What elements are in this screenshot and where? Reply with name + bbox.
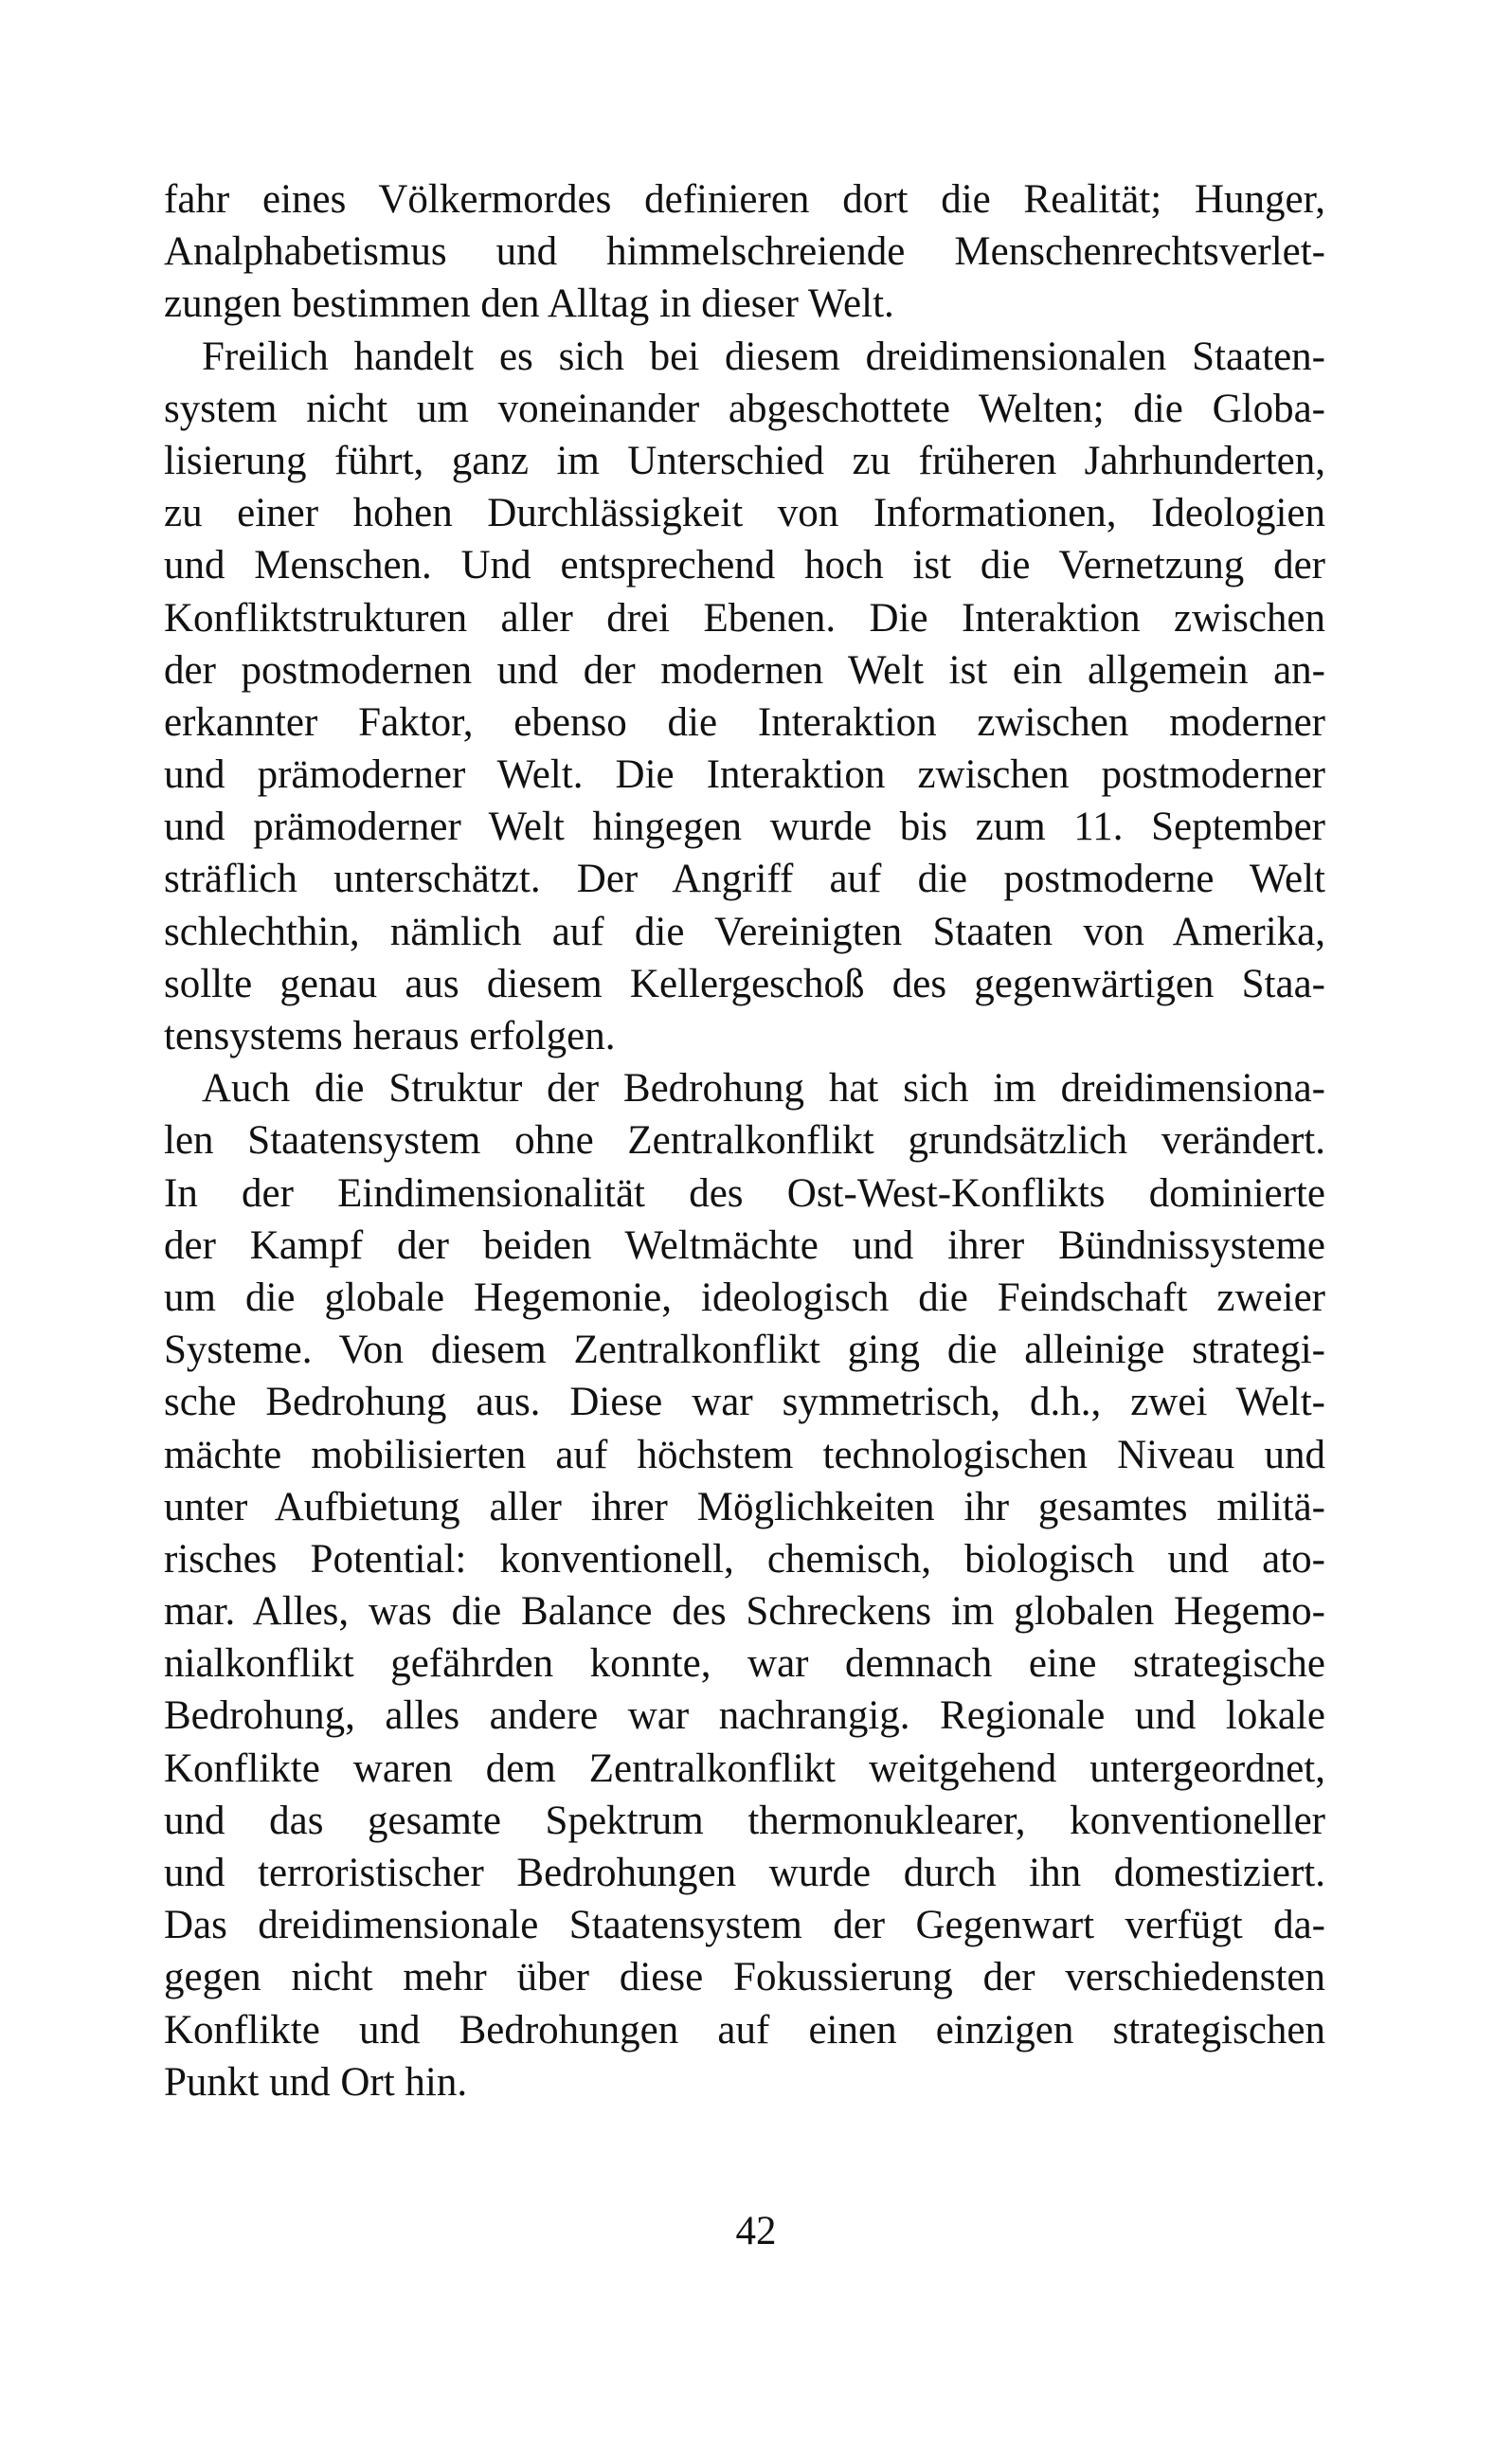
- text-line: system nicht um voneinander abgeschottete Welten; die Globa-: [164, 386, 1325, 431]
- text-line: Das dreidimensionale Staatensystem der Gegenwart verfügt da-: [164, 1903, 1325, 1948]
- text-line: mächte mobilisierten auf höchstem technologischen Niveau und: [164, 1432, 1325, 1477]
- text-line: Konflikte und Bedrohungen auf einen einzigen strategischen: [164, 2007, 1325, 2053]
- text-line: Auch die Struktur der Bedrohung hat sich im dreidimensiona-: [202, 1066, 1325, 1112]
- text-line: gegen nicht mehr über diese Fokussierung der verschiedensten: [164, 1955, 1325, 2000]
- text-line: der Kampf der beiden Weltmächte und ihrer Bündnissysteme: [164, 1222, 1325, 1268]
- text-line: und das gesamte Spektrum thermonuklearer, konventioneller: [164, 1798, 1325, 1843]
- page-number: 42: [735, 2209, 777, 2253]
- text-line: schlechthin, nämlich auf die Vereinigten Staaten von Amerika,: [164, 909, 1325, 954]
- text-line: Analphabetismus und himmelschreiende Menschenrechtsverlet-: [164, 229, 1325, 275]
- text-line: lisierung führt, ganz im Unterschied zu früheren Jahrhunderten,: [164, 438, 1325, 483]
- text-line: sollte genau aus diesem Kellergeschoß des gegenwärtigen Staa-: [164, 961, 1325, 1006]
- text-line: und terroristischer Bedrohungen wurde durch ihn domestiziert.: [164, 1851, 1325, 1895]
- text-line: In der Eindimensionalität des Ost-West-Konflikts dominierte: [164, 1170, 1325, 1216]
- text-line: nialkonflikt gefährden konnte, war demnach eine strategische: [164, 1641, 1325, 1687]
- text-line: um die globale Hegemonie, ideologisch die Feindschaft zweier: [164, 1275, 1325, 1320]
- text-line: fahr eines Völkermordes definieren dort die Realität; Hunger,: [164, 177, 1325, 222]
- text-line: und Menschen. Und entsprechend hoch ist die Vernetzung der: [164, 543, 1325, 588]
- text-line: der postmodernen und der modernen Welt ist ein allgemein an-: [164, 647, 1325, 693]
- text-line: mar. Alles, was die Balance des Schreckens im globalen Hegemo-: [164, 1589, 1325, 1635]
- text-line: zungen bestimmen den Alltag in dieser Welt.: [164, 281, 894, 327]
- text-line: Systeme. Von diesem Zentralkonflikt ging die alleinige strategi-: [164, 1328, 1325, 1373]
- text-line: Konflikte waren dem Zentralkonflikt weitgehend untergeordnet,: [164, 1746, 1325, 1791]
- text-line: sche Bedrohung aus. Diese war symmetrisch, d.h., zwei Welt-: [164, 1380, 1325, 1425]
- text-line: sträflich unterschätzt. Der Angriff auf die postmoderne Welt: [164, 857, 1325, 902]
- text-line: zu einer hohen Durchlässigkeit von Informationen, Ideologien: [164, 491, 1325, 536]
- text-line: tensystems heraus erfolgen.: [164, 1014, 616, 1058]
- body-text: [164, 173, 1325, 2108]
- text-line: unter Aufbietung aller ihrer Möglichkeiten ihr gesamtes militä-: [164, 1484, 1325, 1529]
- text-line: erkannter Faktor, ebenso die Interaktion zwischen moderner: [164, 699, 1325, 745]
- text-line: Punkt und Ort hin.: [164, 2059, 468, 2105]
- text-line: Konfliktstrukturen aller drei Ebenen. Die Interaktion zwischen: [164, 595, 1325, 641]
- text-line: Freilich handelt es sich bei diesem dreidimensionalen Staaten-: [202, 334, 1325, 379]
- text-line: und prämoderner Welt hingegen wurde bis zum 11. September: [164, 805, 1325, 850]
- text-line: und prämoderner Welt. Die Interaktion zwischen postmoderner: [164, 752, 1325, 798]
- text-line: risches Potential: konventionell, chemisch, biologisch und ato-: [164, 1536, 1325, 1582]
- text-line: Bedrohung, alles andere war nachrangig. Regionale und lokale: [164, 1693, 1325, 1739]
- text-line: len Staatensystem ohne Zentralkonflikt grundsätzlich verändert.: [164, 1118, 1325, 1164]
